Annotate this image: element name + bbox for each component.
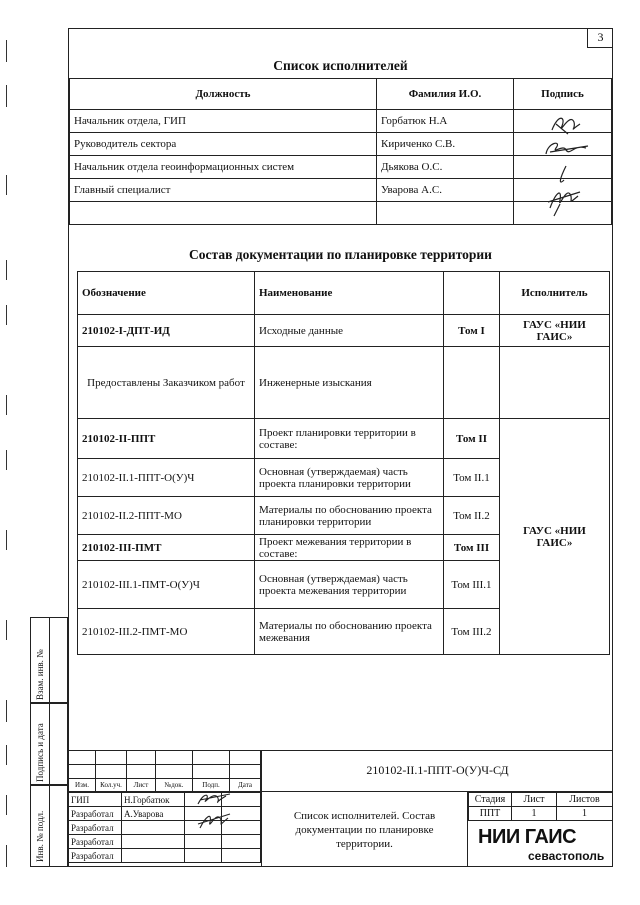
role-name: Н.Горбатюк: [122, 793, 185, 807]
executor-row: [70, 156, 612, 179]
docs-header-volume: [444, 272, 500, 315]
side-label-replace: Взам. инв. №: [35, 649, 45, 700]
header-position: Должность: [70, 79, 377, 110]
doc-volume: Том III.1: [444, 561, 500, 609]
doc-name: Проект межевания территории в составе:: [255, 535, 444, 561]
doc-volume: Том II: [444, 419, 500, 459]
doc-volume: [444, 347, 500, 419]
doc-executor: ГАУС «НИИ ГАИС»: [500, 315, 610, 347]
doc-volume: Том I: [444, 315, 500, 347]
executor-name: Кириченко С.В.: [377, 133, 514, 156]
handwritten-signatures: [540, 108, 590, 226]
stage-value: ППТ: [469, 807, 512, 821]
executor-position: Начальник отдела, ГИП: [70, 110, 377, 133]
doc-name: Материалы по обоснованию проекта межевания: [255, 609, 444, 655]
binding-mark: [6, 845, 11, 867]
document-title: Список исполнителей. Состав документации по планировке территории.: [261, 792, 468, 867]
docs-row: [78, 347, 610, 419]
company-logo: НИИ ГАИС: [478, 826, 577, 848]
role-row: [69, 849, 261, 863]
doc-code: Предоставлены Заказчиком работ: [78, 347, 255, 419]
company-logo-sub: севастополь: [528, 849, 605, 863]
executors-table: [69, 78, 612, 225]
binding-mark: [6, 795, 11, 815]
stamp-signatures: [190, 790, 240, 836]
document-code: 210102-II.1-ППТ-О(У)Ч-СД: [261, 750, 613, 792]
page-number: 3: [587, 28, 613, 48]
side-label-signature: Подпись и дата: [35, 723, 45, 782]
doc-volume: Том III: [444, 535, 500, 561]
stage-header: Стадия: [469, 793, 512, 807]
binding-mark: [6, 395, 11, 415]
sheet-value: 1: [512, 807, 557, 821]
binding-mark: [6, 530, 11, 550]
executors-title: Список исполнителей: [273, 58, 408, 73]
col-count: Кол.уч.: [96, 779, 127, 792]
role-name: [122, 849, 185, 863]
doc-code: 210102-I-ДПТ-ИД: [78, 315, 255, 347]
role-name: [122, 835, 185, 849]
col-sheet: Лист: [127, 779, 156, 792]
binding-mark: [6, 620, 11, 640]
side-cell-signature: [30, 703, 68, 785]
docs-title: Состав документации по планировке территории: [189, 247, 492, 262]
revision-grid: [68, 750, 261, 792]
role-name: А.Уварова: [122, 807, 185, 821]
col-docno: №док.: [156, 779, 193, 792]
role-title: Разработал: [69, 849, 122, 863]
sheets-value: 1: [557, 807, 613, 821]
executor-name: [377, 202, 514, 225]
executor-position: Начальник отдела геоинформационных систем: [70, 156, 377, 179]
role-title: Разработал: [69, 835, 122, 849]
header-signature: Подпись: [514, 79, 612, 110]
side-cell-inventory: [30, 785, 68, 867]
docs-row: [78, 315, 610, 347]
docs-row: [78, 419, 610, 459]
doc-name: Инженерные изыскания: [255, 347, 444, 419]
executor-row: [70, 133, 612, 156]
doc-code: 210102-III.2-ПМТ-МО: [78, 609, 255, 655]
executor-name: Уварова А.С.: [377, 179, 514, 202]
side-cell-replace: [30, 617, 68, 703]
stage-table: [468, 792, 613, 821]
doc-name: Проект планировки территории в составе:: [255, 419, 444, 459]
docs-header-name: Наименование: [255, 272, 444, 315]
executor-position: [70, 202, 377, 225]
executor-row: [70, 110, 612, 133]
doc-executor-empty: [500, 347, 610, 419]
executor-row: [70, 179, 612, 202]
doc-volume: Том III.2: [444, 609, 500, 655]
docs-header-executor: Исполнитель: [500, 272, 610, 315]
docs-table: [77, 271, 610, 655]
doc-name: Материалы по обоснованию проекта планировки территории: [255, 497, 444, 535]
role-name: [122, 821, 185, 835]
executor-position: Главный специалист: [70, 179, 377, 202]
binding-mark: [6, 85, 11, 107]
executor-position: Руководитель сектора: [70, 133, 377, 156]
docs-header-code: Обозначение: [78, 272, 255, 315]
side-label-inventory: Инв. № подл.: [35, 810, 45, 862]
doc-code: 210102-II.2-ППТ-МО: [78, 497, 255, 535]
doc-executor: ГАУС «НИИ ГАИС»: [500, 419, 610, 655]
binding-mark: [6, 260, 11, 280]
col-change: Изм.: [69, 779, 96, 792]
doc-name: Основная (утверждаемая) часть проекта планировки территории: [255, 459, 444, 497]
executor-row: [70, 202, 612, 225]
doc-volume: Том II.1: [444, 459, 500, 497]
doc-code: 210102-III.1-ПМТ-О(У)Ч: [78, 561, 255, 609]
executor-name: Дьякова О.С.: [377, 156, 514, 179]
col-signature: Подп.: [193, 779, 230, 792]
doc-code: 210102-III-ПМТ: [78, 535, 255, 561]
sheets-header: Листов: [557, 793, 613, 807]
binding-mark: [6, 745, 11, 765]
executor-name: Горбатюк Н.А: [377, 110, 514, 133]
binding-mark: [6, 450, 11, 470]
binding-mark: [6, 305, 11, 325]
doc-volume: Том II.2: [444, 497, 500, 535]
sheet-header: Лист: [512, 793, 557, 807]
doc-code: 210102-II.1-ППТ-О(У)Ч: [78, 459, 255, 497]
col-date: Дата: [230, 779, 261, 792]
role-row: [69, 835, 261, 849]
role-title: Разработал: [69, 807, 122, 821]
role-title: Разработал: [69, 821, 122, 835]
binding-mark: [6, 700, 11, 722]
role-title: ГИП: [69, 793, 122, 807]
binding-mark: [6, 175, 11, 195]
doc-code: 210102-II-ППТ: [78, 419, 255, 459]
doc-name: Исходные данные: [255, 315, 444, 347]
doc-name: Основная (утверждаемая) часть проекта межевания территории: [255, 561, 444, 609]
binding-mark: [6, 40, 11, 62]
header-name: Фамилия И.О.: [377, 79, 514, 110]
